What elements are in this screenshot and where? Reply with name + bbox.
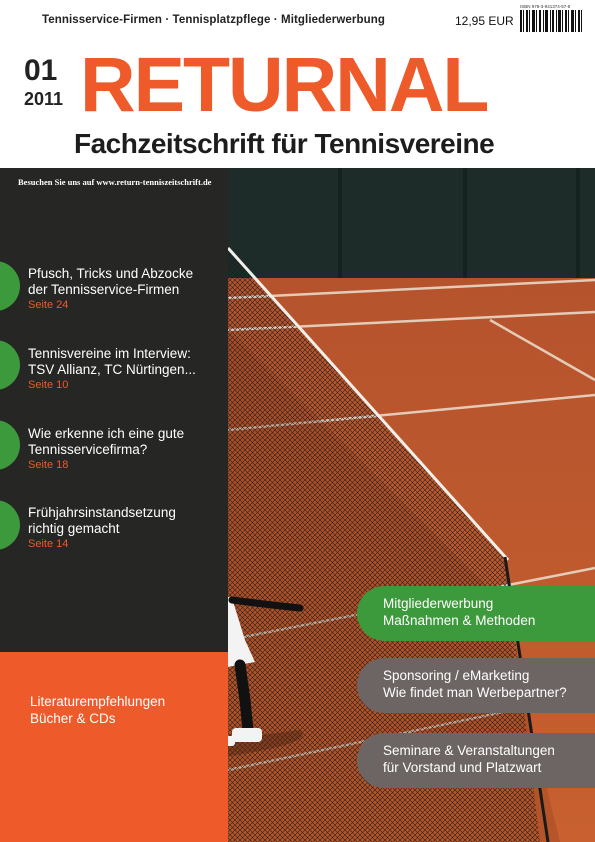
teaser-item [28,505,223,551]
feature-pill-sponsoring [357,658,595,713]
teaser-item [28,266,223,312]
pill-line: Maßnahmen & Methoden [383,613,536,628]
teaser-line: Frühjahrsinstandsetzung [28,505,176,520]
teaser-page: Seite 18 [28,459,69,471]
teaser-line: der Tennisservice-Firmen [28,282,180,297]
feature-pill-membership [357,586,595,641]
literature-line: Bücher & CDs [30,711,116,726]
teaser-column [0,168,228,652]
teaser-page: Seite 24 [28,299,69,311]
pill-line: für Vorstand und Platzwart [383,760,542,775]
pill-line: Wie findet man Werbepartner? [383,685,567,700]
teaser-item [28,346,223,392]
website-line: Besuchen Sie uns auf www.return-tenniszeitschrift.de [18,177,212,187]
barcode-icon [520,10,582,32]
teaser-line: Wie erkenne ich eine gute [28,426,185,441]
cover-topline: Tennisservice-Firmen · Tennisplatzpflege · Mitgliederwerbung [42,14,385,26]
masthead-subtitle: Fachzeitschrift für Tennisvereine [74,128,495,159]
teaser-line: TSV Allianz, TC Nürtingen... [28,362,196,377]
teaser-line: Pfusch, Tricks und Abzocke [28,266,194,281]
teaser-item [28,426,223,472]
teaser-page: Seite 14 [28,538,69,550]
issue-year: 2011 [24,89,64,109]
pill-line: Sponsoring / eMarketing [383,668,530,683]
teaser-page: Seite 10 [28,379,69,391]
teaser-line: Tennisservicefirma? [28,442,148,457]
pill-line: Seminare & Veranstaltungen [383,743,555,758]
teaser-line: richtig gemacht [28,521,120,536]
price-label: 12,95 EUR [455,14,514,28]
literature-text [30,693,165,727]
issue-number: 01 [24,54,58,87]
literature-line: Literaturempfehlungen [30,694,166,709]
literature-box [0,652,228,842]
isbn-text: ISBN 978-3-941374-57-8 [520,4,571,9]
feature-pill-seminars [357,733,595,788]
teaser-line: Tennisvereine im Interview: [28,346,191,361]
masthead-title: RETURNAL [80,42,488,128]
pill-line: Mitgliederwerbung [383,596,494,611]
